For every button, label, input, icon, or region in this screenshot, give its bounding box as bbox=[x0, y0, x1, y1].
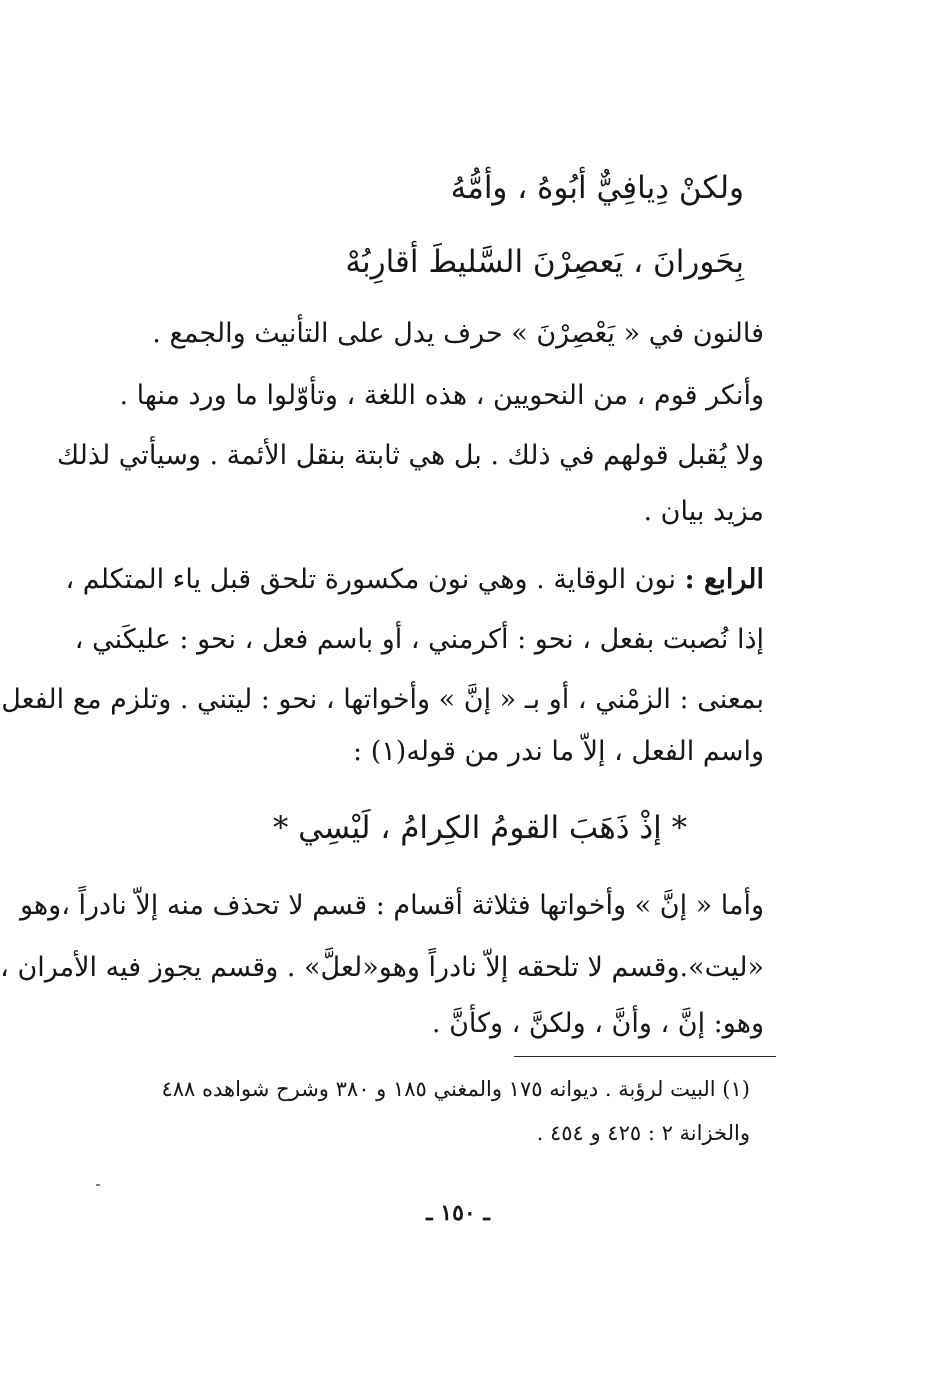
footnote-divider bbox=[514, 1056, 776, 1057]
footnote-line: والخزانة ٢ : ٤٢٥ و ٤٥٤ . bbox=[536, 1121, 750, 1145]
section-heading-line bbox=[65, 560, 764, 600]
section-line: واسم الفعل ، إلاّ ما ندر من قوله(١) : bbox=[353, 736, 764, 767]
paragraph-line: فالنون في « يَعْصِرْنَ » حرف يدل على التأنيث والجمع . bbox=[152, 318, 764, 349]
paragraph-line: ولا يُقبل قولهم في ذلك . بل هي ثابتة بنقل الأئمة . وسيأتي لذلك bbox=[56, 440, 764, 471]
footnote-line: (١) البيت لرؤبة . ديوانه ١٧٥ والمغني ١٨٥ و ٣٨٠ وشرح شواهده ٤٨٨ bbox=[161, 1077, 750, 1101]
paragraph-line: وأما « إنَّ » وأخواتها فثلاثة أقسام : قسم لا تحذف منه إلاّ نادراً ،وهو bbox=[19, 890, 764, 921]
scan-mark bbox=[96, 1184, 100, 1186]
paragraph-line: وأنكر قوم ، من النحويين ، هذه اللغة ، وتأوّلوا ما ورد منها . bbox=[119, 380, 764, 411]
section-heading: الرابع : bbox=[684, 564, 764, 595]
section-line: إذا نُصبت بفعل ، نحو : أكرمني ، أو باسم فعل ، نحو : عليكَني ، bbox=[74, 624, 764, 655]
paragraph-line: وهو: إنَّ ، وأنَّ ، ولكنَّ ، وكأنَّ . bbox=[431, 1008, 764, 1039]
page-number: ـ ١٥٠ ـ bbox=[426, 1200, 490, 1226]
verse-line-1: ولكنْ دِيافِيٌّ أبُوهُ ، وأمُّهُ bbox=[450, 170, 744, 206]
section-line: بمعنى : الزمْني ، أو بـ « إنَّ » وأخواتها ، نحو : ليتني . وتلزم مع الفعل bbox=[1, 684, 764, 715]
paragraph-line: «ليت».وقسم لا تلحقه إلاّ نادراً وهو«لعلَّ» . وقسم يجوز فيه الأمران ، bbox=[0, 952, 764, 983]
quoted-verse: * إذْ ذَهَبَ القومُ الكِرامُ ، لَيْسِي * bbox=[272, 810, 688, 846]
verse-line-2: بِحَورانَ ، يَعصِرْنَ السَّليطَ أقارِبُهْ bbox=[345, 244, 744, 280]
paragraph-line: مزيد بيان . bbox=[643, 496, 764, 527]
section-line: نون الوقاية . وهي نون مكسورة تلحق قبل ياء المتكلم ، bbox=[65, 564, 677, 595]
